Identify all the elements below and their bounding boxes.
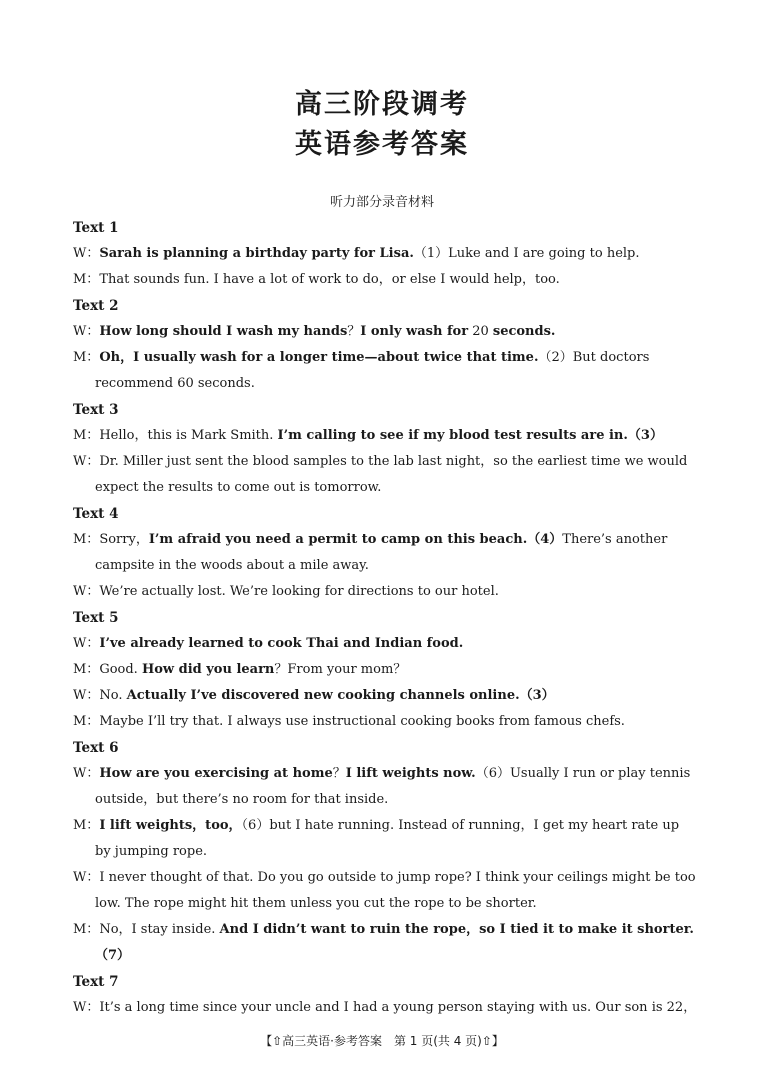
dialogue-text: Good. — [99, 662, 142, 677]
dialogue-text: 20 — [468, 324, 493, 339]
answer-highlight: And I didn’t want to ruin the rope，so I tied it to make it shorter.（7） — [95, 922, 694, 963]
dialogue-text: No. — [99, 688, 127, 703]
dialogue-line — [73, 345, 697, 397]
dialogue-text: Dr. Miller just sent the blood samples to the lab last night，so the earliest time we would expect the results to come out is tomorrow. — [95, 454, 688, 495]
speaker-label: W： — [73, 766, 100, 781]
answer-highlight: How are you exercising at home — [99, 766, 333, 781]
speaker-label: W： — [73, 1000, 100, 1015]
transcript-body — [73, 215, 697, 1021]
dialogue-text: We’re actually lost. We’re looking for directions to our hotel. — [99, 584, 499, 599]
dialogue-text: I never thought of that. Do you go outside to jump rope? I think your ceilings might be too low. The rope might hit them unless you cut the rope to be shorter. — [95, 870, 696, 911]
dialogue-line — [73, 761, 697, 813]
dialogue-text: ？ — [347, 324, 361, 339]
dialogue-text: Hello，this is Mark Smith. — [99, 428, 278, 443]
answer-highlight: How long should I wash my hands — [99, 324, 348, 339]
section-subtitle: 听力部分录音材料 — [329, 195, 434, 210]
dialogue-text: That sounds fun. I have a lot of work to do，or else I would help，too. — [99, 272, 560, 287]
speaker-label: M： — [73, 714, 100, 729]
speaker-label: M： — [73, 350, 100, 365]
speaker-label: M： — [73, 272, 100, 287]
dialogue-text: There’s another campsite in the woods about a mile away. — [95, 532, 668, 573]
page-footer: 【⇧高三英语·参考答案 第 1 页(共 4 页)⇧】 — [260, 1034, 504, 1048]
text-heading: Text 1 — [73, 220, 119, 236]
text-heading: Text 2 — [73, 298, 119, 314]
dialogue-text: ？From your mom？ — [274, 662, 407, 677]
dialogue-line — [73, 683, 697, 709]
speaker-label: W： — [73, 246, 100, 261]
answer-highlight: I lift weights，too， — [99, 818, 242, 833]
dialogue-line — [73, 267, 697, 293]
dialogue-text: （6）but I hate running. Instead of running，I get my heart rate up by jumping rope. — [95, 818, 680, 859]
speaker-label: M： — [73, 662, 100, 677]
dialogue-text: No，I stay inside. — [99, 922, 220, 937]
doc-title-line1: 高三阶段调考 — [295, 89, 469, 120]
speaker-label: M： — [73, 532, 100, 547]
speaker-label: W： — [73, 636, 100, 651]
speaker-label: M： — [73, 818, 100, 833]
answer-highlight: How did you learn — [141, 662, 275, 677]
text-heading: Text 4 — [73, 506, 119, 522]
answer-highlight: I only wash for — [360, 324, 469, 339]
dialogue-line — [73, 319, 697, 345]
dialogue-line — [73, 423, 697, 449]
dialogue-text: It’s a long time since your uncle and I had a young person staying with us. Our son is 22， — [99, 1000, 697, 1015]
dialogue-text: Maybe I’ll try that. I always use instructional cooking books from famous chefs. — [99, 714, 625, 729]
dialogue-line — [73, 527, 697, 579]
speaker-label: W： — [73, 454, 100, 469]
dialogue-line — [73, 865, 697, 917]
text-heading: Text 6 — [73, 740, 119, 756]
answer-highlight: seconds. — [492, 324, 556, 339]
dialogue-line — [73, 709, 697, 735]
dialogue-text: （6）Usually I run or play tennis outside，but there’s no room for that inside. — [95, 766, 691, 807]
speaker-label: W： — [73, 324, 100, 339]
dialogue-line — [73, 449, 697, 501]
answer-highlight: I’m calling to see if my blood test results are in.（3） — [277, 428, 663, 443]
dialogue-line — [73, 917, 697, 969]
dialogue-line — [73, 631, 697, 657]
dialogue-line — [73, 657, 697, 683]
dialogue-line — [73, 995, 697, 1021]
speaker-label: M： — [73, 428, 100, 443]
speaker-label: M： — [73, 922, 100, 937]
dialogue-text: ？ — [332, 766, 346, 781]
doc-title-line2: 英语参考答案 — [295, 129, 469, 160]
text-heading: Text 7 — [73, 974, 119, 990]
answer-highlight: Actually I’ve discovered new cooking channels online.（3） — [126, 688, 555, 703]
dialogue-line — [73, 813, 697, 865]
text-heading: Text 5 — [73, 610, 119, 626]
speaker-label: W： — [73, 688, 100, 703]
dialogue-text: Sorry， — [99, 532, 149, 547]
answer-highlight: Sarah is planning a birthday party for Lisa. — [99, 246, 414, 261]
speaker-label: W： — [73, 870, 100, 885]
dialogue-line — [73, 579, 697, 605]
answer-highlight: I lift weights now. — [345, 766, 476, 781]
answer-highlight: I’m afraid you need a permit to camp on this beach.（4） — [148, 532, 563, 547]
answer-highlight: Oh，I usually wash for a longer time—about twice that time. — [99, 350, 539, 365]
speaker-label: W： — [73, 584, 100, 599]
dialogue-text: （2）But doctors recommend 60 seconds. — [95, 350, 650, 391]
dialogue-line — [73, 241, 697, 267]
dialogue-text: （1）Luke and I are going to help. — [413, 246, 640, 261]
answer-highlight: I’ve already learned to cook Thai and Indian food. — [99, 636, 464, 651]
text-heading: Text 3 — [73, 402, 119, 418]
